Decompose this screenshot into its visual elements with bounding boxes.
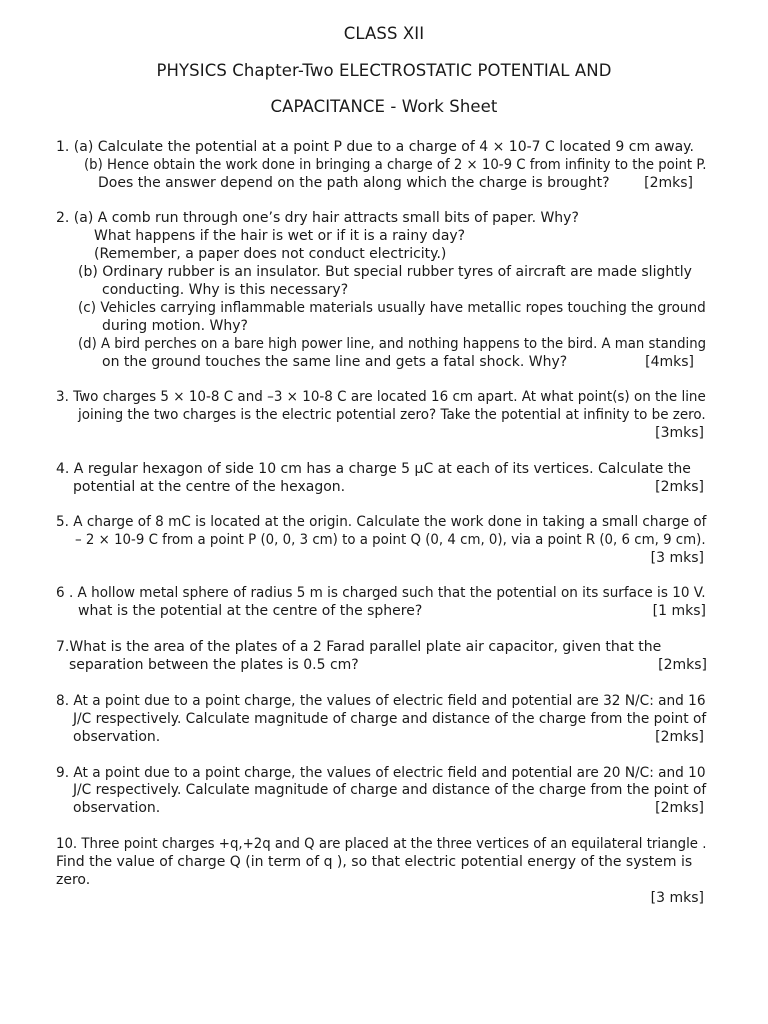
question-text-line: Does the answer depend on the path along which the charge is brought? bbox=[98, 175, 610, 191]
marks-label: [2mks] bbox=[658, 657, 707, 673]
question-text-line: (b) Hence obtain the work done in bringing a charge of 2 × 10-9 C from infinity to the point P. bbox=[84, 157, 707, 173]
question-text-line: 6 . A hollow metal sphere of radius 5 m is charged such that the potential on its surface is 10 V. bbox=[56, 585, 706, 601]
question-text-line: – 2 × 10-9 C from a point P (0, 0, 3 cm) to a point Q (0, 4 cm, 0), via a point R (0, 6 cm, 9 cm). bbox=[75, 532, 706, 548]
question-text-line: J/C respectively. Calculate magnitude of charge and distance of the charge from the point of bbox=[73, 711, 707, 727]
marks-label: [3 mks] bbox=[650, 890, 704, 906]
question-text-line: 9. At a point due to a point charge, the values of electric field and potential are 20 N/C: and 10 bbox=[56, 765, 706, 781]
marks-label: [4mks] bbox=[645, 354, 694, 370]
marks-label: [3 mks] bbox=[650, 550, 704, 566]
question-text-line: What happens if the hair is wet or if it is a rainy day? bbox=[94, 228, 466, 244]
question-text-line: (c) Vehicles carrying inflammable materials usually have metallic ropes touching the ground bbox=[78, 300, 706, 316]
question-text-line: 2. (a) A comb run through one’s dry hair attracts small bits of paper. Why? bbox=[56, 210, 579, 226]
question-text-line: (d) A bird perches on a bare high power line, and nothing happens to the bird. A man standing bbox=[78, 336, 707, 352]
question-text-line: 10. Three point charges +q,+2q and Q are placed at the three vertices of an equilateral triangle . bbox=[56, 836, 707, 852]
question-text-line: joining the two charges is the electric potential zero? Take the potential at infinity to be zero. bbox=[78, 407, 706, 423]
chapter-heading-line-2: CAPACITANCE - Work Sheet bbox=[270, 97, 498, 116]
marks-label: [3mks] bbox=[655, 425, 704, 441]
question-text-line: 1. (a) Calculate the potential at a point P due to a charge of 4 × 10-7 C located 9 cm away. bbox=[56, 139, 694, 155]
question-text-line: (b) Ordinary rubber is an insulator. But special rubber tyres of aircraft are made slightly bbox=[78, 264, 692, 280]
question-text-line: observation. bbox=[73, 729, 161, 745]
question-text-line: (Remember, a paper does not conduct electricity.) bbox=[94, 246, 447, 262]
marks-label: [2mks] bbox=[655, 479, 704, 495]
question-text-line: potential at the centre of the hexagon. bbox=[73, 479, 346, 495]
question-text-line: what is the potential at the centre of the sphere? bbox=[78, 603, 423, 619]
marks-label: [2mks] bbox=[655, 729, 704, 745]
question-text-line: 7.What is the area of the plates of a 2 Farad parallel plate air capacitor, given that the bbox=[56, 639, 662, 655]
marks-label: [2mks] bbox=[655, 800, 704, 816]
question-text-line: 5. A charge of 8 mC is located at the origin. Calculate the work done in taking a small charge of bbox=[56, 514, 707, 530]
question-text-line: 4. A regular hexagon of side 10 cm has a charge 5 µC at each of its vertices. Calculate the bbox=[56, 461, 691, 477]
question-text-line: observation. bbox=[73, 800, 161, 816]
question-text-line: J/C respectively. Calculate magnitude of charge and distance of the charge from the point of bbox=[73, 782, 707, 798]
question-text-line: on the ground touches the same line and gets a fatal shock. Why? bbox=[102, 354, 568, 370]
marks-label: [1 mks] bbox=[652, 603, 706, 619]
chapter-heading-line-1: PHYSICS Chapter-Two ELECTROSTATIC POTENTIAL AND bbox=[156, 61, 612, 80]
question-text-line: conducting. Why is this necessary? bbox=[102, 282, 349, 298]
marks-label: [2mks] bbox=[644, 175, 693, 191]
question-text-line: 8. At a point due to a point charge, the values of electric field and potential are 32 N/C: and 16 bbox=[56, 693, 706, 709]
question-text-line: during motion. Why? bbox=[102, 318, 248, 334]
question-text-line: separation between the plates is 0.5 cm? bbox=[69, 657, 359, 673]
question-text-line: Find the value of charge Q (in term of q ), so that electric potential energy of the system is bbox=[56, 854, 693, 870]
question-text-line: 3. Two charges 5 × 10-8 C and –3 × 10-8 C are located 16 cm apart. At what point(s) on the line bbox=[56, 389, 706, 405]
question-text-line: zero. bbox=[56, 872, 91, 888]
class-heading: CLASS XII bbox=[343, 24, 425, 43]
